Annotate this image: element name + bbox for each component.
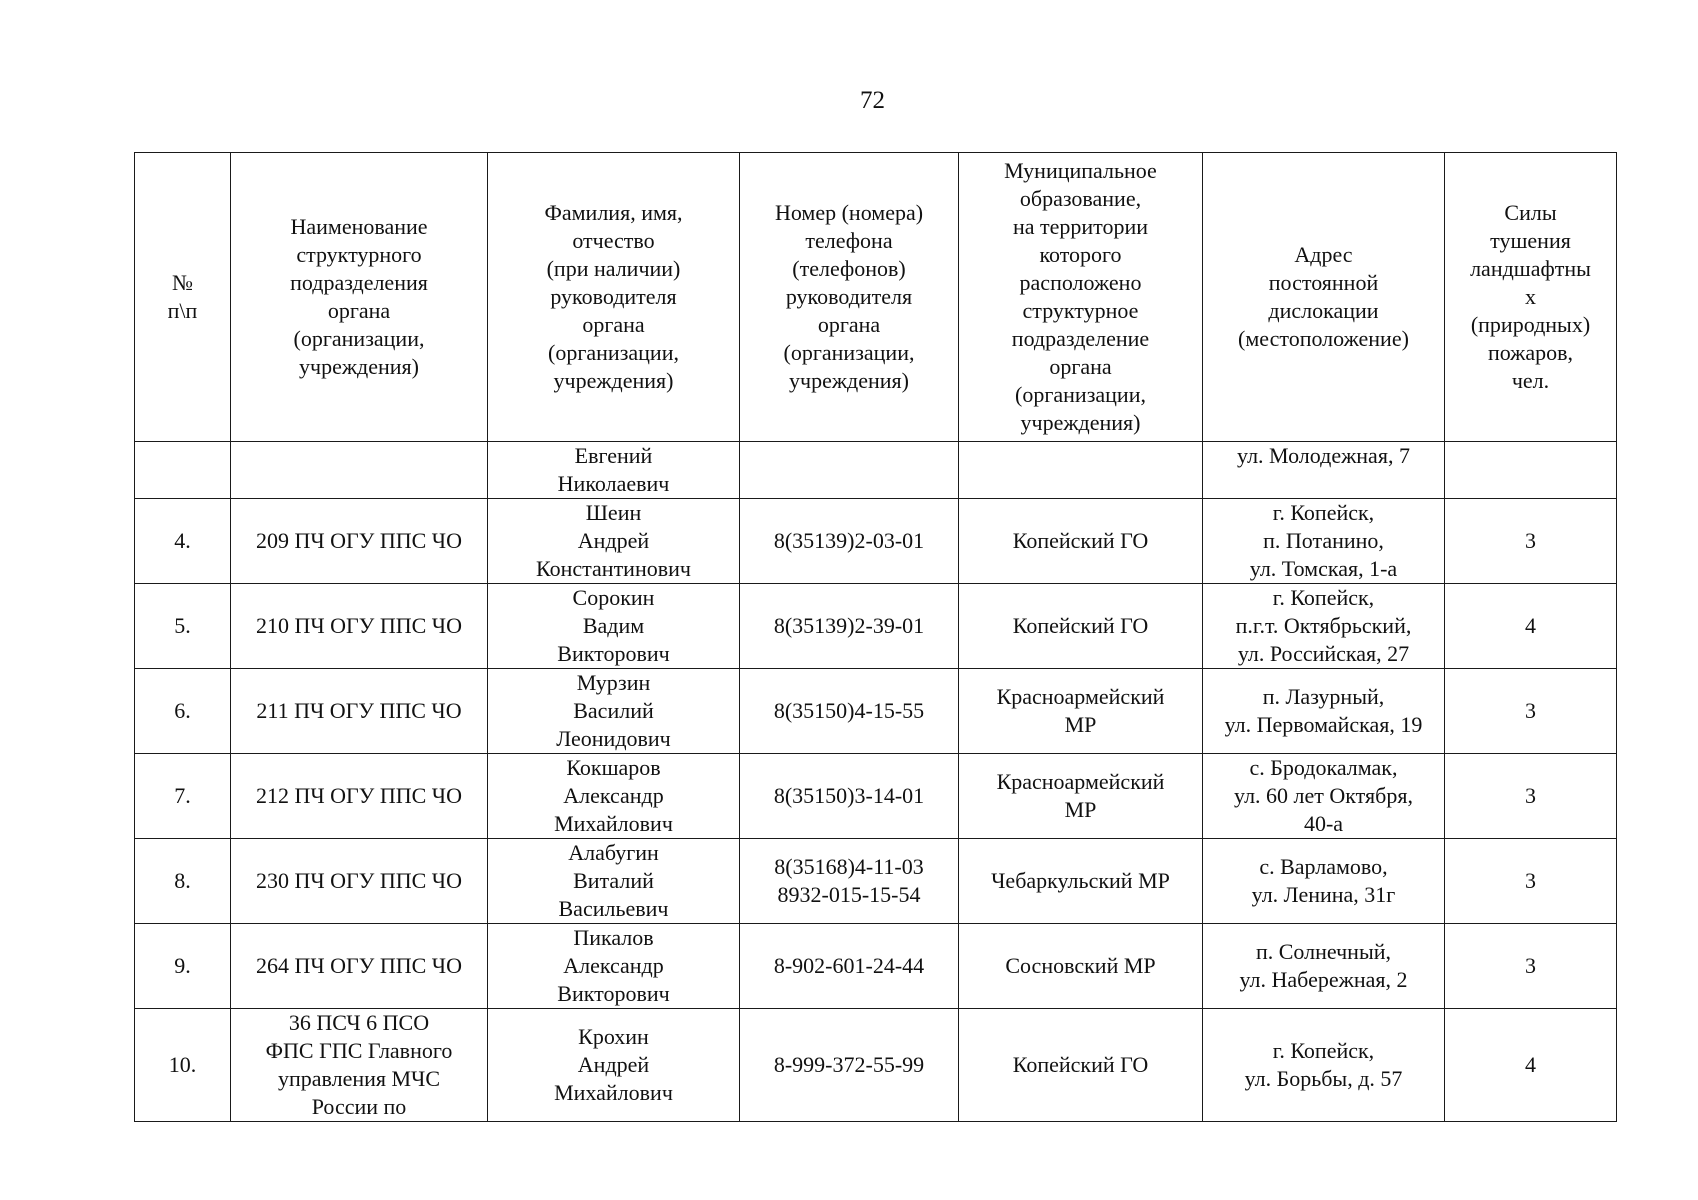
header-municipality: Муниципальное образование, на территории которого расположено структурное подразделение органа (организации, учреждения) — [959, 153, 1203, 442]
cell-phone: 8-902-601-24-44 — [740, 924, 959, 1009]
cell-unit-name — [231, 442, 488, 499]
cell-head-name: Мурзин Василий Леонидович — [488, 669, 740, 754]
cell-address: с. Варламово, ул. Ленина, 31г — [1203, 839, 1445, 924]
page-number: 72 — [860, 87, 885, 114]
cell-phone: 8-999-372-55-99 — [740, 1009, 959, 1122]
cell-forces: 3 — [1445, 669, 1617, 754]
cell-address: п. Солнечный, ул. Набережная, 2 — [1203, 924, 1445, 1009]
cell-number: 9. — [135, 924, 231, 1009]
cell-address: п. Лазурный, ул. Первомайская, 19 — [1203, 669, 1445, 754]
cell-unit-name: 264 ПЧ ОГУ ППС ЧО — [231, 924, 488, 1009]
cell-number: 7. — [135, 754, 231, 839]
cell-unit-name: 211 ПЧ ОГУ ППС ЧО — [231, 669, 488, 754]
header-phone: Номер (номера) телефона (телефонов) руководителя органа (организации, учреждения) — [740, 153, 959, 442]
cell-unit-name: 210 ПЧ ОГУ ППС ЧО — [231, 584, 488, 669]
cell-phone: 8(35139)2-03-01 — [740, 499, 959, 584]
cell-forces: 4 — [1445, 584, 1617, 669]
cell-phone: 8(35139)2-39-01 — [740, 584, 959, 669]
cell-municipality: Копейский ГО — [959, 499, 1203, 584]
cell-head-name: Кокшаров Александр Михайлович — [488, 754, 740, 839]
cell-unit-name: 212 ПЧ ОГУ ППС ЧО — [231, 754, 488, 839]
cell-forces: 3 — [1445, 839, 1617, 924]
fire-units-table — [134, 152, 1617, 1122]
table-row — [135, 669, 1617, 754]
table-header-row — [135, 153, 1617, 442]
cell-head-name: Шеин Андрей Константинович — [488, 499, 740, 584]
cell-municipality: Красноармейский МР — [959, 754, 1203, 839]
table-row — [135, 754, 1617, 839]
table-row — [135, 442, 1617, 499]
cell-number: 6. — [135, 669, 231, 754]
cell-number: 8. — [135, 839, 231, 924]
cell-forces — [1445, 442, 1617, 499]
cell-head-name: Сорокин Вадим Викторович — [488, 584, 740, 669]
cell-number: 10. — [135, 1009, 231, 1122]
cell-unit-name: 36 ПСЧ 6 ПСО ФПС ГПС Главного управления МЧС России по — [231, 1009, 488, 1122]
table-row — [135, 499, 1617, 584]
table-row — [135, 1009, 1617, 1122]
header-head-name: Фамилия, имя, отчество (при наличии) руководителя органа (организации, учреждения) — [488, 153, 740, 442]
cell-forces: 4 — [1445, 1009, 1617, 1122]
cell-address: г. Копейск, п.г.т. Октябрьский, ул. Российская, 27 — [1203, 584, 1445, 669]
table-row — [135, 839, 1617, 924]
cell-phone — [740, 442, 959, 499]
cell-number — [135, 442, 231, 499]
cell-municipality — [959, 442, 1203, 499]
cell-number: 5. — [135, 584, 231, 669]
table-row — [135, 584, 1617, 669]
cell-number: 4. — [135, 499, 231, 584]
cell-phone: 8(35150)4-15-55 — [740, 669, 959, 754]
cell-municipality: Красноармейский МР — [959, 669, 1203, 754]
cell-municipality: Сосновский МР — [959, 924, 1203, 1009]
cell-head-name: Евгений Николаевич — [488, 442, 740, 499]
header-unit-name: Наименование структурного подразделения органа (организации, учреждения) — [231, 153, 488, 442]
header-number: № п\п — [135, 153, 231, 442]
cell-forces: 3 — [1445, 754, 1617, 839]
cell-forces: 3 — [1445, 499, 1617, 584]
cell-head-name: Пикалов Александр Викторович — [488, 924, 740, 1009]
table-row — [135, 924, 1617, 1009]
cell-address: г. Копейск, ул. Борьбы, д. 57 — [1203, 1009, 1445, 1122]
cell-municipality: Копейский ГО — [959, 1009, 1203, 1122]
header-forces: Силы тушения ландшафтны х (природных) пожаров, чел. — [1445, 153, 1617, 442]
cell-phone: 8(35150)3-14-01 — [740, 754, 959, 839]
cell-unit-name: 230 ПЧ ОГУ ППС ЧО — [231, 839, 488, 924]
cell-unit-name: 209 ПЧ ОГУ ППС ЧО — [231, 499, 488, 584]
cell-head-name: Крохин Андрей Михайлович — [488, 1009, 740, 1122]
cell-municipality: Копейский ГО — [959, 584, 1203, 669]
cell-forces: 3 — [1445, 924, 1617, 1009]
header-address: Адрес постоянной дислокации (местоположение) — [1203, 153, 1445, 442]
cell-address: с. Бродокалмак, ул. 60 лет Октября, 40-а — [1203, 754, 1445, 839]
cell-head-name: Алабугин Виталий Васильевич — [488, 839, 740, 924]
cell-address: ул. Молодежная, 7 — [1203, 442, 1445, 499]
cell-municipality: Чебаркульский МР — [959, 839, 1203, 924]
cell-address: г. Копейск, п. Потанино, ул. Томская, 1-а — [1203, 499, 1445, 584]
cell-phone: 8(35168)4-11-03 8932-015-15-54 — [740, 839, 959, 924]
